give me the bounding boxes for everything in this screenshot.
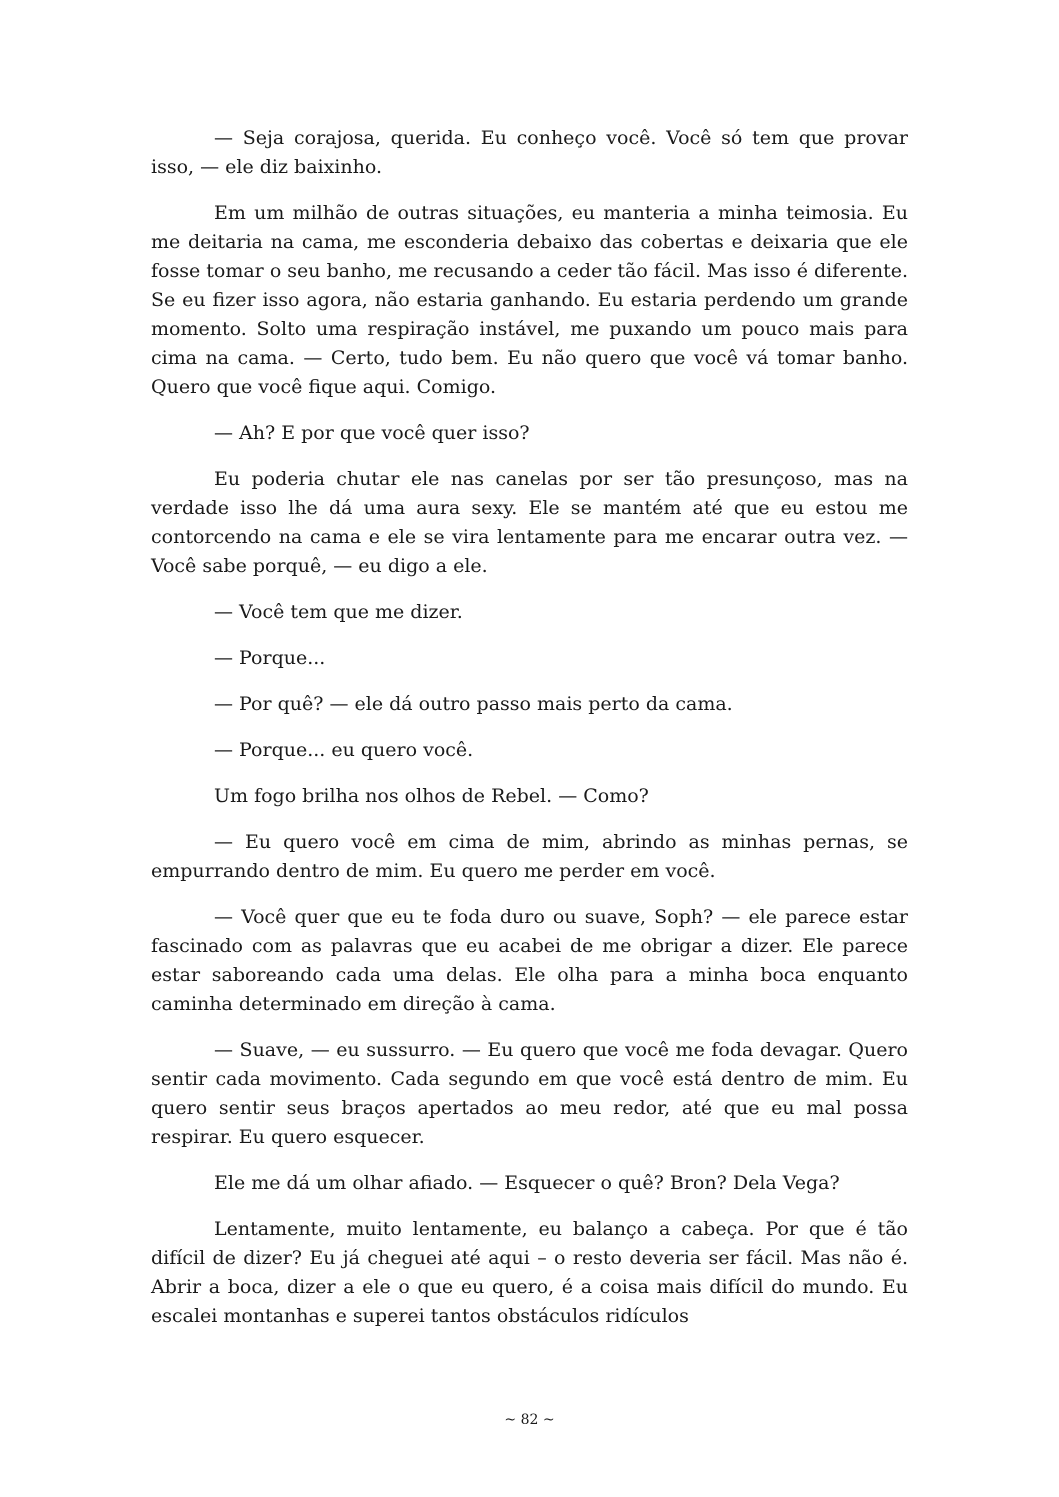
paragraph: — Por quê? — ele dá outro passo mais perto da cama. bbox=[214, 693, 733, 715]
paragraph: Eu poderia chutar ele nas canelas por ser tão presunçoso, mas na verdade isso lhe dá uma aura sexy. Ele se mantém até que eu estou me contorcendo na cama e ele se vira lentamente para me encarar outra vez. — Você sabe porquê, — eu digo a ele. bbox=[151, 468, 908, 577]
page-number: ~ 82 ~ bbox=[504, 1412, 555, 1428]
paragraph: Um fogo brilha nos olhos de Rebel. — Como? bbox=[214, 785, 649, 807]
paragraph: Em um milhão de outras situações, eu manteria a minha teimosia. Eu me deitaria na cama, me esconderia debaixo das cobertas e deixaria que ele fosse tomar o seu banho, me recusando a ceder tão fácil. Mas isso é diferente. Se eu fizer isso agora, não estaria ganhando. Eu estaria perdendo um grande momento. Solto uma respiração instável, me puxando um pouco mais para cima na cama. — Certo, tudo bem. Eu não quero que você vá tomar banho. Quero que você fique aqui. Comigo. bbox=[151, 202, 908, 398]
paragraph: Lentamente, muito lentamente, eu balanço a cabeça. Por que é tão difícil de dizer? Eu já cheguei até aqui – o resto deveria ser fácil. Mas não é. Abrir a boca, dizer a ele o que eu quero, é a coisa mais difícil do mundo. Eu escalei montanhas e superei tantos obstáculos ridículos bbox=[151, 1218, 908, 1327]
paragraph: — Porque... bbox=[214, 647, 326, 669]
paragraph: — Ah? E por que você quer isso? bbox=[214, 422, 530, 444]
paragraph: — Eu quero você em cima de mim, abrindo as minhas pernas, se empurrando dentro de mim. Eu quero me perder em você. bbox=[151, 831, 908, 882]
page-body bbox=[151, 124, 908, 1348]
paragraph: — Você tem que me dizer. bbox=[214, 601, 463, 623]
paragraph: — Porque... eu quero você. bbox=[214, 739, 474, 761]
paragraph: — Suave, — eu sussurro. — Eu quero que você me foda devagar. Quero sentir cada movimento. Cada segundo em que você está dentro de mim. Eu quero sentir seus braços apertados ao meu redor, até que eu mal possa respirar. Eu quero esquecer. bbox=[151, 1039, 908, 1148]
paragraph: — Você quer que eu te foda duro ou suave, Soph? — ele parece estar fascinado com as palavras que eu acabei de me obrigar a dizer. Ele parece estar saboreando cada uma delas. Ele olha para a minha boca enquanto caminha determinado em direção à cama. bbox=[151, 906, 908, 1015]
paragraph: Ele me dá um olhar afiado. — Esquecer o quê? Bron? Dela Vega? bbox=[214, 1172, 840, 1194]
paragraph: — Seja corajosa, querida. Eu conheço você. Você só tem que provar isso, — ele diz baixinho. bbox=[151, 127, 908, 178]
